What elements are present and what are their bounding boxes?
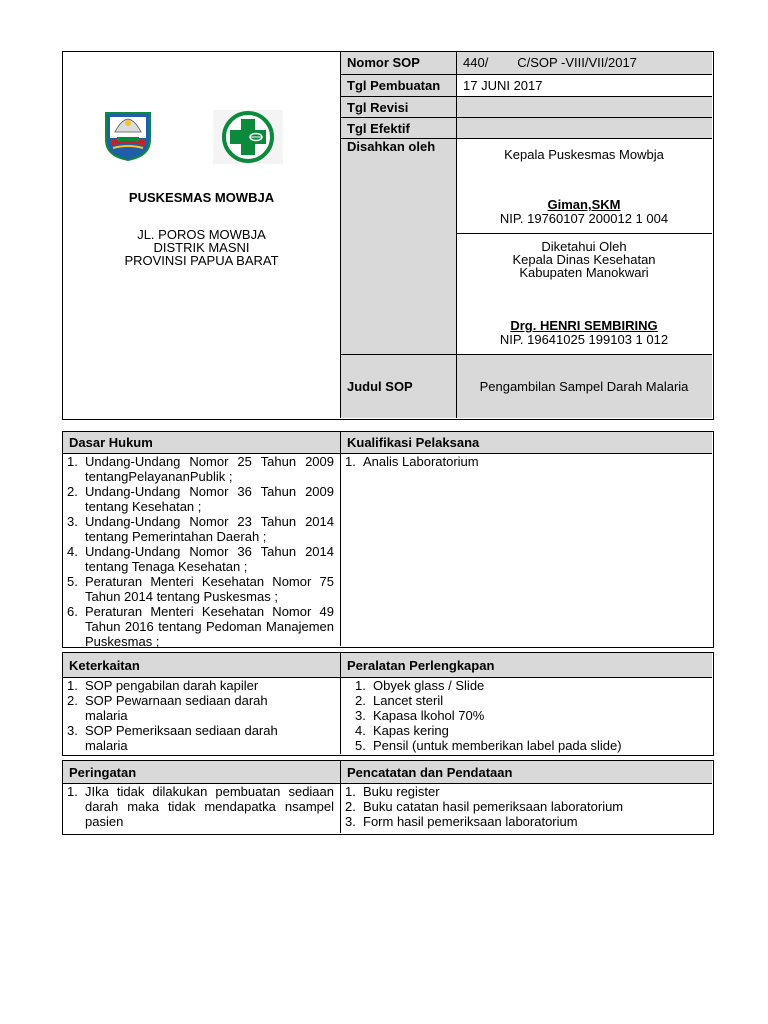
tgl-efektif-label-cell <box>340 117 456 138</box>
list-item <box>341 799 712 814</box>
list-item-number: 5. <box>67 574 78 589</box>
nomor-sop-label: Nomor SOP <box>347 55 420 70</box>
pencatatan-header: Pencatatan dan Pendataan <box>340 761 712 784</box>
approver-2-line-1: Diketahui Oleh <box>541 239 627 254</box>
dasar-hukum-header: Dasar Hukum <box>63 432 340 454</box>
address-line-3: PROVINSI PAPUA BARAT <box>124 253 279 268</box>
list-item-text: Buku register <box>363 784 440 799</box>
approver-1-nip: NIP. 19760107 200012 1 004 <box>499 211 669 226</box>
list-item <box>63 723 280 753</box>
list-item <box>63 544 334 574</box>
list-item-number: 6. <box>67 604 78 619</box>
list-item-text: Peraturan Menteri Kesehatan Nomor 75 Tahun 2014 tentang Puskesmas ; <box>85 574 334 604</box>
disahkan-label: Disahkan oleh <box>347 139 436 154</box>
list-item <box>63 784 334 829</box>
nomor-sop-value-cell <box>456 52 712 74</box>
list-item <box>63 514 334 544</box>
nomor-sop-value: 440/ C/SOP -VIII/VII/2017 <box>463 55 637 70</box>
address-line-2: DISTRIK MASNI <box>153 240 250 255</box>
sop-header-table <box>62 51 714 420</box>
regional-emblem-logo <box>103 110 153 162</box>
list-item-text: Kapas kering <box>373 723 449 738</box>
tgl-revisi-value-cell <box>456 96 712 117</box>
list-item <box>63 574 334 604</box>
list-item-number: 1. <box>345 784 356 799</box>
tgl-pembuatan-value-cell <box>456 74 712 96</box>
judul-sop-label-cell <box>340 354 456 418</box>
tgl-efektif-label: Tgl Efektif <box>347 121 410 136</box>
list-item-number: 1. <box>67 784 78 799</box>
list-item-text: Form hasil pemeriksaan laboratorium <box>363 814 578 829</box>
list-item-number: 2. <box>355 693 366 708</box>
list-item <box>351 723 712 738</box>
list-item <box>63 678 280 693</box>
list-item-number: 1. <box>67 454 78 469</box>
approver-2-name: Drg. HENRI SEMBIRING <box>510 318 658 333</box>
list-item-text: Undang-Undang Nomor 23 Tahun 2014 tentang Pemerintahan Daerah ; <box>85 514 334 544</box>
judul-sop-value-cell <box>456 354 712 418</box>
list-item <box>63 484 334 514</box>
approver-1-title: Kepala Puskesmas Mowbja <box>504 147 664 162</box>
list-item <box>63 693 280 723</box>
list-item-text: SOP pengabilan darah kapiler <box>85 678 259 693</box>
list-item-text: Undang-Undang Nomor 36 Tahun 2009 tentang Kesehatan ; <box>85 484 334 514</box>
list-item <box>341 784 712 799</box>
peralatan-header: Peralatan Perlengkapan <box>340 653 712 678</box>
peringatan-header: Peringatan <box>63 761 340 784</box>
list-item <box>341 814 712 829</box>
list-item-text: Kapasa lkohol 70% <box>373 708 485 723</box>
section-dasar-hukum <box>62 431 714 648</box>
list-item-text: JIka tidak dilakukan pembuatan sediaan darah maka tidak mendapatka nsampel pasien <box>85 784 334 829</box>
list-item <box>341 454 712 469</box>
peringatan-list <box>63 784 340 829</box>
list-item-text: Buku catatan hasil pemeriksaan laboratorium <box>363 799 624 814</box>
keterkaitan-list <box>63 678 340 753</box>
peralatan-list <box>340 678 712 754</box>
list-item-text: Obyek glass / Slide <box>373 678 485 693</box>
list-item <box>63 454 334 484</box>
list-item-text: Analis Laboratorium <box>363 454 479 469</box>
tgl-pembuatan-value: 17 JUNI 2017 <box>463 78 543 93</box>
tgl-pembuatan-label-cell <box>340 74 456 96</box>
kualifikasi-list <box>340 454 712 646</box>
list-item-number: 4. <box>67 544 78 559</box>
list-item-number: 3. <box>67 514 78 529</box>
org-address <box>63 228 340 267</box>
list-item-text: Lancet steril <box>373 693 444 708</box>
nomor-sop-label-cell <box>340 52 456 74</box>
judul-sop-value: Pengambilan Sampel Darah Malaria <box>479 379 689 394</box>
list-item-text: Peraturan Menteri Kesehatan Nomor 49 Tahun 2016 tentang Pedoman Manajemen Puskesmas ; <box>85 604 334 649</box>
dasar-hukum-list <box>63 454 340 649</box>
list-item-number: 5. <box>355 738 366 753</box>
health-cross-logo <box>213 110 283 164</box>
list-item-number: 2. <box>345 799 356 814</box>
list-item-text: Undang-Undang Nomor 25 Tahun 2009 tentangPelayananPublik ; <box>85 454 334 484</box>
tgl-revisi-label: Tgl Revisi <box>347 100 409 115</box>
org-info-panel <box>63 52 340 418</box>
approver-2-cell <box>456 233 712 354</box>
list-item-number: 2. <box>67 484 78 499</box>
list-item <box>351 693 712 708</box>
list-item <box>351 678 712 693</box>
disahkan-label-cell <box>340 138 456 354</box>
keterkaitan-header: Keterkaitan <box>63 653 340 678</box>
list-item-number: 1. <box>67 678 78 693</box>
approver-2-line-2: Kepala Dinas Kesehatan <box>512 252 656 267</box>
approver-2-line-3: Kabupaten Manokwari <box>519 265 649 280</box>
list-item-number: 1. <box>345 454 356 469</box>
org-name: PUSKESMAS MOWBJA <box>128 190 275 205</box>
list-item <box>63 604 334 649</box>
list-item-text: Pensil (untuk memberikan label pada slide) <box>373 738 622 753</box>
list-item-number: 1. <box>355 678 366 693</box>
pencatatan-list <box>340 784 712 833</box>
list-item-number: 4. <box>355 723 366 738</box>
list-item <box>351 738 712 753</box>
list-item-number: 2. <box>67 693 78 708</box>
list-item-text: SOP Pewarnaan sediaan darah malaria <box>85 693 268 723</box>
address-line-1: JL. POROS MOWBJA <box>137 227 266 242</box>
tgl-revisi-label-cell <box>340 96 456 117</box>
approver-1-cell <box>456 138 712 233</box>
list-item-number: 3. <box>67 723 78 738</box>
judul-sop-label: Judul SOP <box>347 379 413 394</box>
kualifikasi-header: Kualifikasi Pelaksana <box>340 432 712 454</box>
list-item-number: 3. <box>345 814 356 829</box>
list-item-number: 3. <box>355 708 366 723</box>
approver-2-nip: NIP. 19641025 199103 1 012 <box>499 332 669 347</box>
section-keterkaitan <box>62 652 714 756</box>
list-item-text: Undang-Undang Nomor 36 Tahun 2014 tentang Tenaga Kesehatan ; <box>85 544 334 574</box>
tgl-efektif-value-cell <box>456 117 712 138</box>
approver-2-note <box>457 240 711 279</box>
list-item <box>351 708 712 723</box>
tgl-pembuatan-label: Tgl Pembuatan <box>347 78 441 93</box>
section-peringatan <box>62 760 714 835</box>
list-item-text: SOP Pemeriksaan sediaan darah malaria <box>85 723 278 753</box>
approver-1-name: Giman,SKM <box>547 197 621 212</box>
